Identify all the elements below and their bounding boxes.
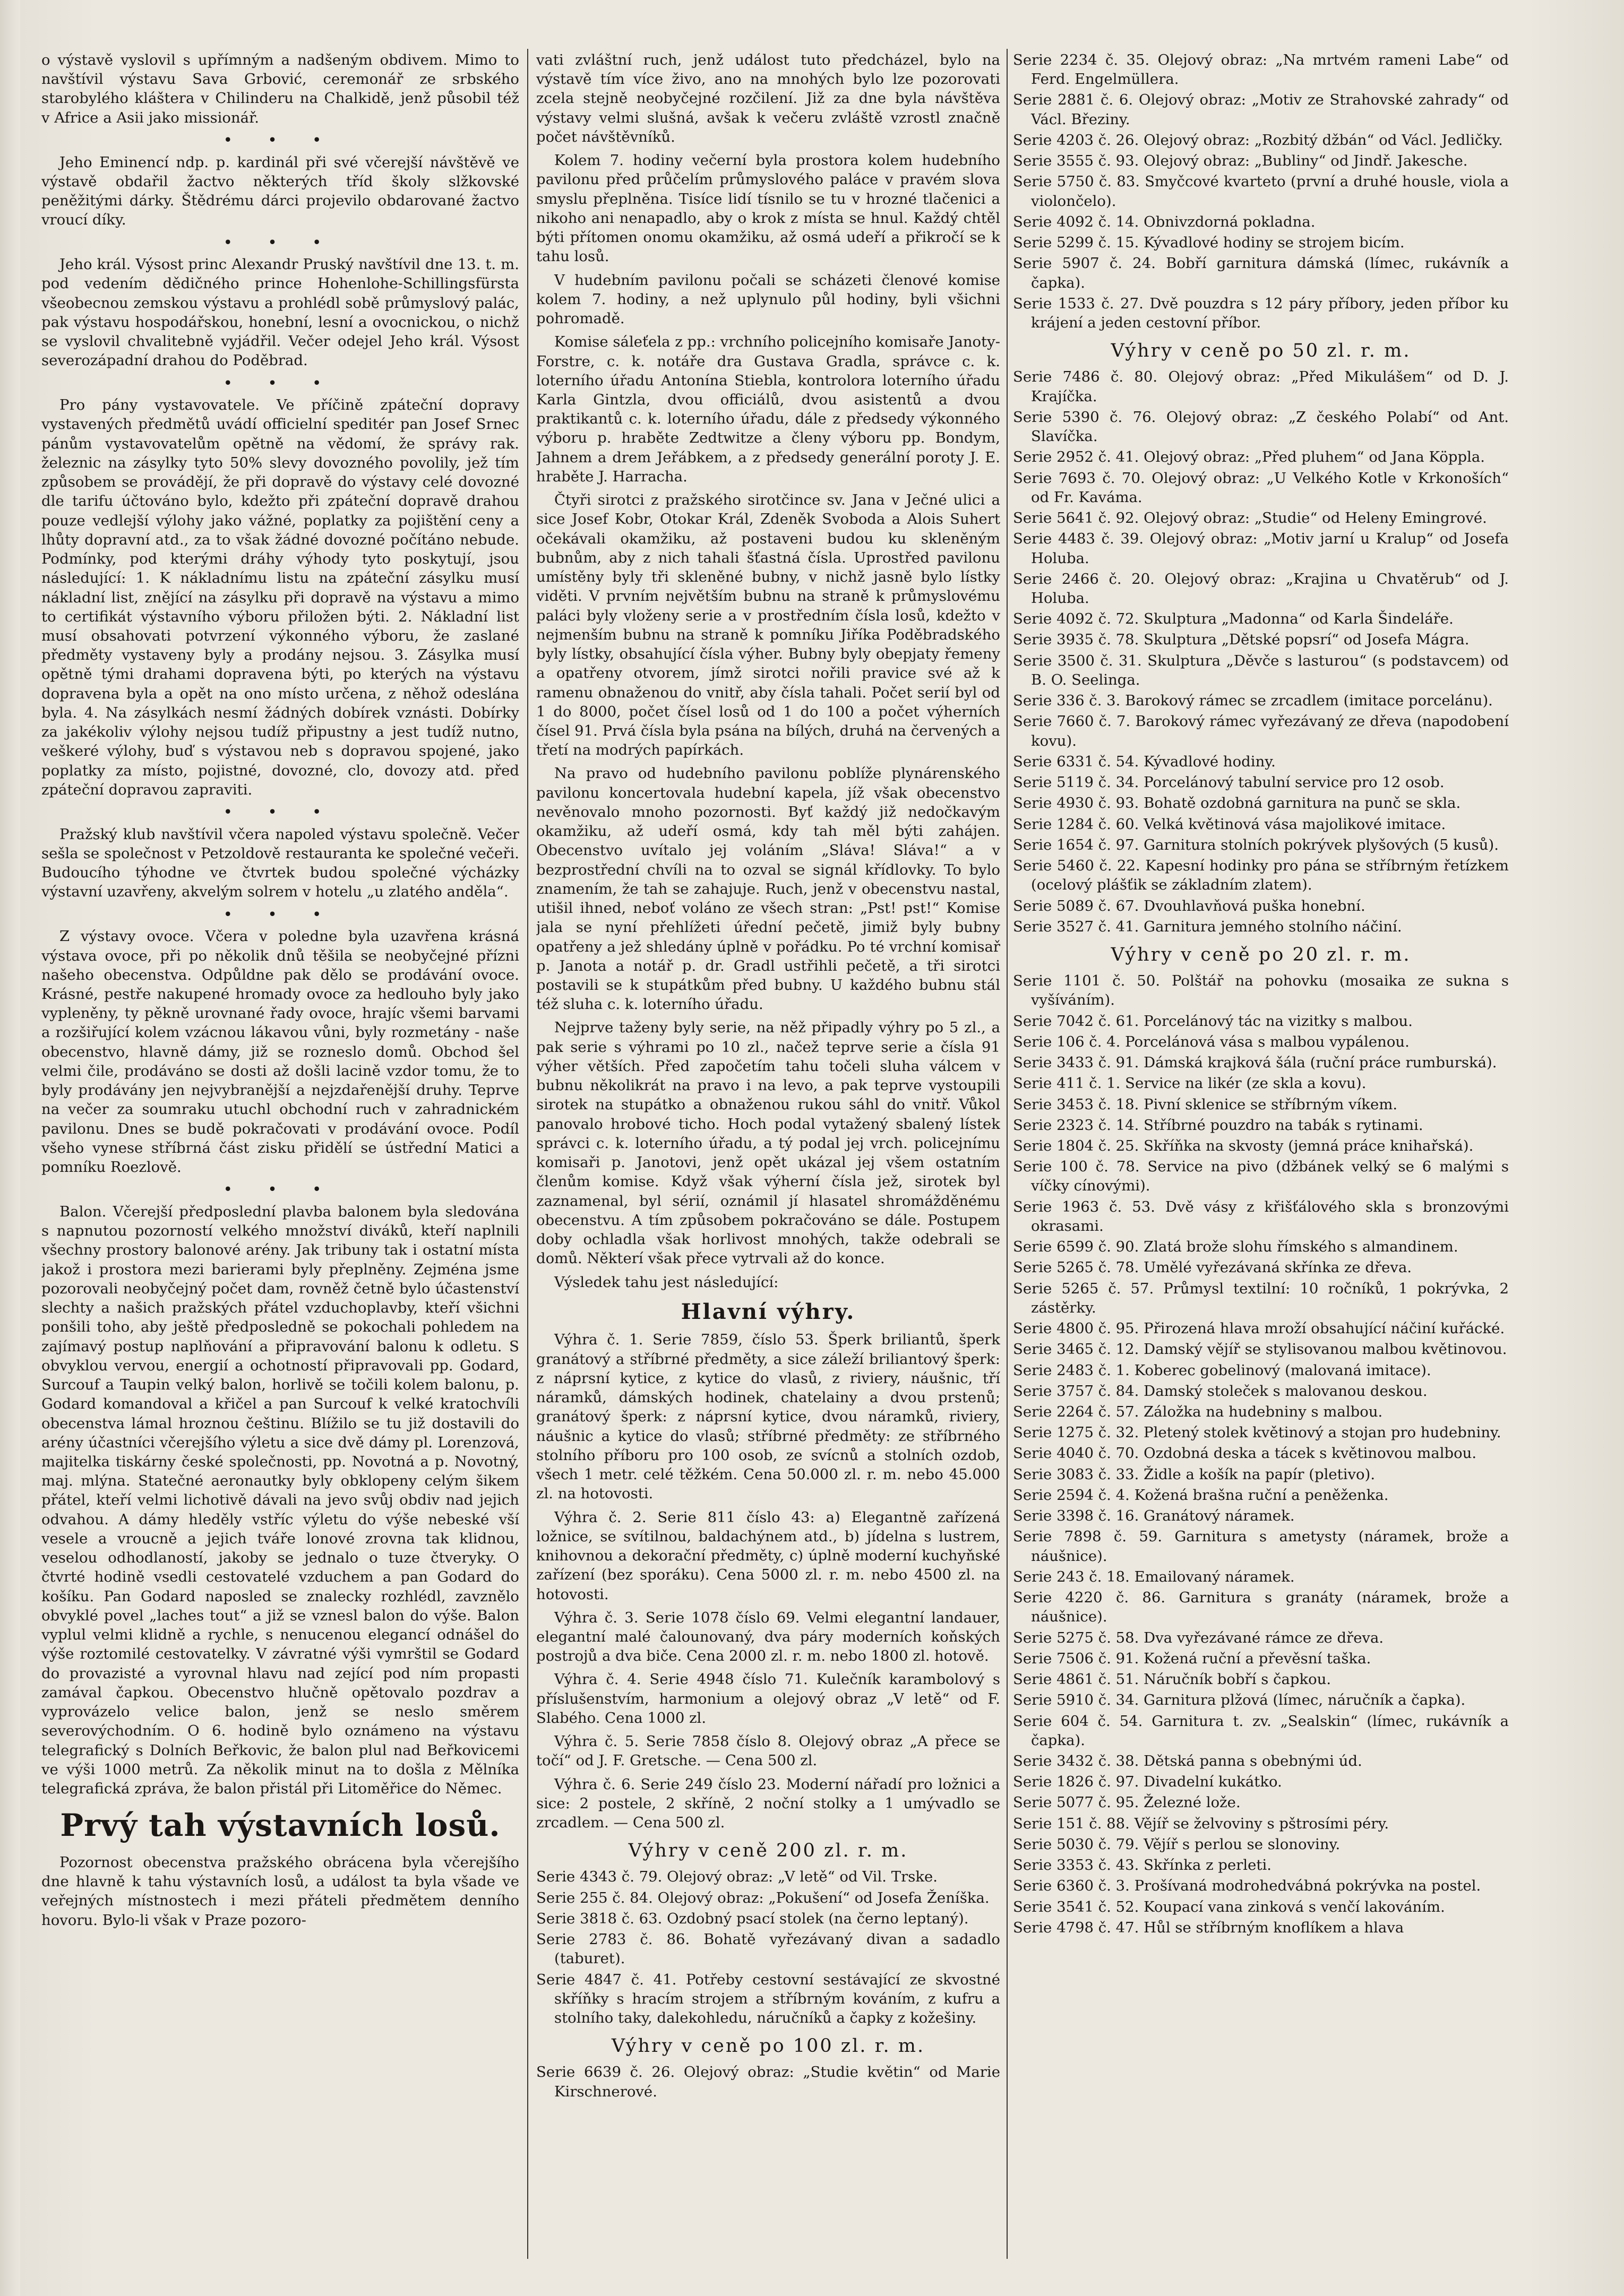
- prize-line: Serie 5265 č. 78. Umělé vyřezávaná skřínka ze dřeva.: [1013, 1259, 1412, 1276]
- paragraph: Komise sáleťela z pp.: vrchního policejního komisaře Janoty-Forstre, c. k. notáře dra Gustava Gradla, správce c. k. loterního úřadu Antonína Stiebla, kontrolora loterního úřadu Karla Gintzla, dvou officiálů, dvou asistentů a dvou praktikantů c. k. loterního úřadu, dále z předsedy výkonného výboru p. hraběte Zedtwitze a členy výboru pp. Bondym, Jahnem a drem Jeřábkem, a z předsedy generální poroty J. E. hraběte J. Harracha.: [536, 333, 1000, 485]
- paragraph: Pozornost obecenstva pražského obrácena byla včerejšího dne hlavně k tahu výstavních losů, a událost ta byla všade ve veřejných místnostech i mezi přáteli předmětem denního hovoru. Bylo-li však v Praze pozoro-: [41, 1853, 519, 1929]
- prize-line: Serie 5077 č. 95. Železné lože.: [1013, 1794, 1241, 1811]
- prize-line: Serie 3465 č. 12. Damský vějíř se stylisovanou malbou květinovou.: [1013, 1341, 1507, 1358]
- prize-line: Serie 6331 č. 54. Kývadlové hodiny.: [1013, 753, 1276, 770]
- main-prizes-heading: Hlavní výhry.: [681, 1299, 856, 1324]
- prize-entry: Výhra č. 1. Serie 7859, číslo 53. Šperk briliantů, šperk granátový a stříbrné předměty, a sice záleží briliantový šperk: z náprsní kytice, z kytice do vlasů, z riviery, náušnic, tří náramků, dámských hodinek, chatelainy a dvou prstenů; granátový šperk: z náprsní kytice, dvou náramků, riviery, náušnic a kytice do vlasů; stříbrné předměty: ze stříbrného stolního příboru pro 100 osob, ze svícnů a stolních ozdob, všech 1 metr. celé těžkém. Cena 50.000 zl. r. m. nebo 45.000 zl. na hotovosti.: [536, 1331, 1000, 1503]
- prize-line: Serie 4483 č. 39. Olejový obraz: „Motiv jarní u Kralup“ od Josefa Holuba.: [1013, 530, 1509, 567]
- prize-line: Serie 151 č. 88. Vějíř se želvoviny s pštrosími péry.: [1013, 1815, 1389, 1832]
- prize-line: Serie 3433 č. 91. Dámská krajková šála (ruční práce rumburská).: [1013, 1054, 1497, 1072]
- prize-line: Serie 3541 č. 52. Koupací vana zinková s venčí lakováním.: [1013, 1898, 1445, 1915]
- prize-line: Serie 6599 č. 90. Zlatá brože slohu římského s almandinem.: [1013, 1238, 1458, 1256]
- prize-entry: Výhra č. 5. Serie 7858 číslo 8. Olejový obraz „A přece se točí“ od J. F. Gretsche. — Cena 500 zl.: [536, 1733, 1000, 1770]
- prize-line: Serie 4343 č. 79. Olejový obraz: „V letě“ od Vil. Trske.: [536, 1868, 938, 1886]
- paragraph: Nejprve taženy byly serie, na něž připadly výhry po 5 zl., a pak serie s výhrami po 10 zl., načež teprve serie a čísla 91 výher větších. Před započetím tahu točeli sluha válcem v bubnu několikrát na pravo i na levo, a pak teprve vystoupili sirotek na stupátko a obnaženou rukou sáhl do vnitř. Vůkol panovalo hrobové ticho. Hoch podal vytažený sbalený lístek správci c. k. loterního úřadu, a tý podal jej vrch. policejnímu komisaři p. Janotovi, jenž opět ukázal jej všem ostatním členům komise. Když však výherní čísla jež, sirotek byl zaznamenal, byl sérií, oznámil jí hlasatel shromážděnému obecenstvu. A tím způsobem pokračováno se dále. Postupem doby ochladla však horlivost mnohých, takže odebrali se domů. Některí však přece vytrvali až do konce.: [536, 1019, 1000, 1267]
- prize-line: Serie 1804 č. 25. Skříňka na skvosty (jemná práce knihařská).: [1013, 1137, 1474, 1154]
- prize-line: Serie 4203 č. 26. Olejový obraz: „Rozbitý džbán“ od Václ. Jedličky.: [1013, 131, 1503, 149]
- prize-line: Serie 5641 č. 92. Olejový obraz: „Studie“ od Heleny Emingrové.: [1013, 510, 1487, 527]
- prize-line: Serie 4092 č. 14. Obnivzdorná pokladna.: [1013, 213, 1316, 230]
- prize-line: Serie 3432 č. 38. Dětská panna s obebnými úd.: [1013, 1753, 1362, 1770]
- paragraph: Kolem 7. hodiny večerní byla prostora kolem hudebního pavilonu před průčelím průmyslového paláce v pravém slova smyslu přeplněna. Tisíce lidí tísnilo se tu v hrozné tlačenici a nikoho ani nenapadlo, aby o krok z místa se hnul. Každý chtěl býti přítomen onomu okamžiku, až osmá udeří a přikročí se k tahu losů.: [536, 152, 1000, 265]
- prize-tier-heading: Výhry v ceně po 100 zl. r. m.: [611, 2035, 925, 2057]
- prize-line: Serie 5265 č. 57. Průmysl textilní: 10 ročníků, 1 pokrývka, 2 zástěrky.: [1013, 1280, 1509, 1316]
- paragraph: Balon. Včerejší předposlední plavba balonem byla sledována s napnutou pozorností velkého množství diváků, kteří naplnili všechny prostory balonové arény. Jak tribuny tak i ostatní místa jakož i prostora mezi barierami byly přeplněny. Zejména jsme pozorovali neobyčejný počet dam, rovněž četně bylo účastenství slechty a našich pražských přátel vzduchoplavby, kteří všichni ponšili toho, aby ještě předposledně se pokochali pohledem na zajímavý postup naplňování a připravování balonu k odletu. S obvyklou vervou, energií a ochotností připravovali pp. Godard, Surcouf a Taupin velký balon, horlivě se točili kolem balonu, p. Godard komandoval a křičel a pan Surcouf k velké kratochvíli obecenstva lámal hroznou češtinu. Blížilo se tu již dostavili do arény účastníci včerejšího výletu a sice dvě dámy pl. Lorenzová, majitelka tiskárny české společnosti, pp. Novotná a p. Novotný, maj. mlýna. Statečné aeronautky byly obklopeny celým šikem přátel, kteří velmi lichotivě dávali na jevo svůj obdiv nad jejich odvahou. A dámy hleděly vstříc výletu do výše nebeské vší vesele a vroucně a jejich tváře lonové zrovna tak klidnou, veselou odhodlaností, jakoby se jednalo o tuze čtveryky. O čtvrté hodině vsedli cestovatelé vzduchem a pan Godard do košíku. Pan Godard naposled se znalecky rozhlédl, zavznělo obvyklé povel „laches tout“ a již se vznesl balon do výše. Balon vyplul velmi klidně a rychle, s nenucenou elegancí odnášel do výše roztomilé cestovatelky. V závratné výši vymrštil se Godard do provazisté a vyrovnal hlavu nad zející pod ním propasti zamával čapkou. Obecenstvo hlučně opětovalo pozdrav a vyprovázelo velice balon, jenž se neslo směrem severovýchodním. O 6. hodině bylo oznámeno na výstavu telegrafický s Dolních Beřkovic, že balon plul nad Beřkovicemi ve výši 1000 metrů. Za několik minut na to došla z Mělníka telegrafická zpráva, že balon přistál při Litoměřice do Němec.: [41, 1203, 519, 1797]
- prize-line: Serie 2594 č. 4. Kožená brašna ruční a peněženka.: [1013, 1486, 1389, 1504]
- prize-line: Serie 7486 č. 80. Olejový obraz: „Před Mikulášem“ od D. J. Krajíčka.: [1013, 368, 1509, 405]
- prize-line: Serie 106 č. 4. Porcelánová vása s malbou vypálenou.: [1013, 1033, 1410, 1050]
- prize-line: Serie 1275 č. 32. Pletený stolek květinový a stojan pro hudebniny.: [1013, 1424, 1501, 1442]
- prize-line: Serie 2881 č. 6. Olejový obraz: „Motiv ze Strahovské zahrady“ od Václ. Březiny.: [1013, 91, 1509, 128]
- paragraph: Z výstavy ovoce. Včera v poledne byla uzavřena krásná výstava ovoce, při po několik dnů těšila se neobyčejné přízni našeho obecenstva. Odpůldne pak dělo se prodávání ovoce. Krásné, pestře nakupené hromady ovoce za hedlouho byly jako vypleněny, ty pěkně urovnané řady ovoce, hrajíc všemi barvami a rozšiřující kolem vzácnou lákavou vůni, byly rozmetány - naše obecenstvo, hlavně dámy, již se rozneslo domů. Obchod šel velmi čile, prodáváno se dosti až došli lacině vzdor tomu, že to byly prodávány jen nejvybranější a nejzdařenější druhy. Teprve na večer za soumraku utuchl obchodní ruch v zahradnickém pavilonu. Dnes se budě pokračovati v prodávání ovoce. Podíl všeho vynese stříbrná část zisku přidělí se ústřední Matici a pomníku Roezlově.: [41, 928, 519, 1176]
- prize-line: Serie 3083 č. 33. Židle a košík na papír (pletivo).: [1013, 1465, 1376, 1483]
- prize-line: Serie 3453 č. 18. Pivní sklenice se stříbrným víkem.: [1013, 1095, 1398, 1113]
- prize-line: Serie 5907 č. 24. Bobří garnitura dámská (límec, rukávník a čapka).: [1013, 255, 1509, 291]
- separator: • • •: [224, 132, 337, 148]
- prize-line: Serie 4798 č. 47. Hůl se stříbrným knoflíkem a hlava: [1013, 1919, 1404, 1936]
- page-edge: [0, 0, 20, 2296]
- prize-line: Serie 411 č. 1. Service na likér (ze skla a kovu).: [1013, 1075, 1367, 1092]
- prize-line: Serie 3818 č. 63. Ozdobný psací stolek (na černo leptaný).: [536, 1910, 969, 1927]
- prize-line: Serie 1101 č. 50. Polštář na pohovku (mosaika ze sukna s vyšíváním).: [1013, 972, 1509, 1009]
- prize-line: Serie 3527 č. 41. Garnitura jemného stolního náčiní.: [1013, 918, 1402, 935]
- prize-line: Serie 4220 č. 86. Garnitura s granáty (náramek, brože a náušnice).: [1013, 1589, 1509, 1626]
- prize-tier-heading: Výhry v ceně 200 zl. r. m.: [628, 1840, 908, 1862]
- prize-line: Serie 7042 č. 61. Porcelánový tác na vizitky s malbou.: [1013, 1012, 1413, 1030]
- prize-line: Serie 2234 č. 35. Olejový obraz: „Na mrtvém rameni Labe“ od Ferd. Engelmüllera.: [1013, 51, 1509, 88]
- prize-line: Serie 4847 č. 41. Potřeby cestovní sestávající ze skvostné skříňky s hracím strojem a stříbrným kováním, z kufru a stolního taky, dalekohledu, náručníků a čapky z kožešiny.: [536, 1971, 1000, 2027]
- prize-line: Serie 2323 č. 14. Stříbrné pouzdro na tabák s rytinami.: [1013, 1116, 1423, 1134]
- paragraph: Jeho Eminencí ndp. p. kardinál při své včerejší návštěvě ve výstavě obdařil žactvo některých tříd školy slžkovské peněžitými dárky. Štědrému dárci projevilo obdarované žactvo vroucí díky.: [41, 153, 519, 229]
- column-1: [41, 50, 519, 2254]
- prize-line: Serie 4930 č. 93. Bohatě ozdobná garnitura na punč se skla.: [1013, 795, 1461, 812]
- prize-list: [1013, 50, 1509, 332]
- prize-line: Serie 1533 č. 27. Dvě pouzdra s 12 páry příbory, jeden příbor ku krájení a jeden cestovní příbor.: [1013, 295, 1509, 332]
- prize-line: Serie 2783 č. 86. Bohatě vyřezávaný divan a sadadlo (taburet).: [536, 1931, 1000, 1967]
- prize-line: Serie 4092 č. 72. Skulptura „Madonna“ od Karla Šindeláře.: [1013, 610, 1454, 628]
- prize-line: Serie 7506 č. 91. Kožená ruční a převěsní taška.: [1013, 1650, 1371, 1667]
- prize-line: Serie 4800 č. 95. Přirozená hlava mroží obsahující náčiní kuřácké.: [1013, 1320, 1505, 1337]
- prize-line: Serie 100 č. 78. Service na pivo (džbánek velký se 6 malými s víčky cínovými).: [1013, 1158, 1509, 1195]
- prize-line: Serie 1963 č. 53. Dvě vásy z křišťálového skla s bronzovými okrasami.: [1013, 1198, 1509, 1235]
- prize-line: Serie 243 č. 18. Emailovaný náramek.: [1013, 1568, 1295, 1585]
- paragraph: Na pravo od hudebního pavilonu poblíže plynárenského pavilonu koncertovala hudební kapela, jíž však obecenstvo nevěnovalo mnoho pozornosti. Byť každý již nedočkavým okamžiku, až udeří osmá, kdy tah měl býti zahájen. Obecenstvo uvítalo jej voláním „Sláva! Sláva!“ a v bezprostřední chvíli na to ozval se signál křídlovky. To bylo znamením, že tah se zahajuje. Ruch, jenž v obecenstvu nastal, utišil ihned, neboť voláno ze všech stran: „Pst! pst!“ Komise jala se nyní přehlížeti úřední pečetě, jimiž byly bubny opatřeny a jež shledány úplně v pořádku. Po té vrchní komisař p. Janota a notář p. dr. Gradl ustřihli pečetě, a tři sirotci postavili se k stupátkům před bubny. U každého bubnu stál též sluha c. k. loterního úřadu.: [536, 765, 1000, 1013]
- prize-entry: Výhra č. 4. Serie 4948 číslo 71. Kulečník karambolový s příslušenstvím, harmonium a olejový obraz „V letě“ od F. Slabého. Cena 1000 zl.: [536, 1671, 1000, 1727]
- prize-line: Serie 3935 č. 78. Skulptura „Dětské popsrí“ od Josefa Mágra.: [1013, 631, 1470, 649]
- prize-line: Serie 5910 č. 34. Garnitura plžová (límec, náručník a čapka).: [1013, 1691, 1466, 1709]
- paragraph: Pražský klub navštívil včera napoled výstavu společně. Večer sešla se společnost v Petzoldově restauranta ke společné večeři. Budoucího týhodne ve čtvrtek budou společné výcházky výstavní uzavřeny, akvelým solrem v hotelu „u zlatého anděla“.: [41, 825, 519, 901]
- separator: • • •: [224, 804, 337, 820]
- paragraph: Jeho král. Výsost princ Alexandr Pruský navštívil dne 13. t. m. pod vedením dědičného prince Hohenlohe-Schillingsfürsta všeobecnou zemskou výstavu a prohlédl sobě průmyslový palác, pak výstavu hospodářskou, honební, lesní a ovocnickou, o nichž se vyslovil chvalitebně vyjádřil. Večer odejel Jeho král. Výsost severozápadní drahou do Poděbrad.: [41, 256, 519, 369]
- paragraph: Výsledek tahu jest následující:: [554, 1273, 779, 1291]
- paragraph: Pro pány vystavovatele. Ve příčině zpáteční dopravy vystavených předmětů uvádí officielní speditér pan Josef Srnec pánům vystavovatelům opětně na vědomí, že správy rak. železnic na zásylky tyto 50% slevy dovozného povolily, jež tím způsobem se provádějí, že při dopravě do výstavy celé dovozné dle tarifu účtováno bylo, kdežto při zpáteční dopravě drahou pouze vedlejší výlohy jako vážné, poplatky za pojištění ceny a lhůty dopravní atd., za to však žádné dovozné počítáno nebude. Podmínky, pod kterými dráhy výhody tyto poskytují, jsou následující: 1. K nákladnímu listu na zpáteční zásylku musí nákladní list, znějící na zásylku při dopravě na výstavu a mimo to certifikát výstavního výboru přiložen býti. 2. Nákladní list musí obsahovati potvrzení výkonného výboru, že zaslané předměty vystaveny byly a prodány nejsou. 3. Zásylka musí opětně tými drahami dopravena býti, po kterých na výstavu dopravena byla a opět na ono místo určena, z něhož odeslána byla. 4. Na zásylkách nesmí žádných dobírek vznásti. Dobírky za jakékoliv výlohy nejsou tudíž připustny a jest tudíž nutno, veškeré výlohy, buď s výstavou neb s dopravou spojené, jako poplatky za místo, pojistné, dovozné, clo, dovozy atd. před zpáteční dopravou zapraviti.: [41, 396, 519, 798]
- column-rule: [527, 49, 528, 2259]
- prize-line: Serie 7898 č. 59. Garnitura s ametysty (náramek, brože a náušnice).: [1013, 1528, 1509, 1565]
- prize-list: [1013, 367, 1509, 936]
- prize-line: Serie 3500 č. 31. Skulptura „Děvče s lasturou“ (s podstavcem) od B. O. Seelinga.: [1013, 652, 1509, 688]
- prize-line: Serie 4861 č. 51. Náručník bobří s čapkou.: [1013, 1671, 1331, 1688]
- prize-line: Serie 3555 č. 93. Olejový obraz: „Bubliny“ od Jindř. Jakesche.: [1013, 152, 1468, 170]
- prize-line: Serie 5275 č. 58. Dva vyřezávané rámce ze dřeva.: [1013, 1629, 1384, 1646]
- prize-line: Serie 5089 č. 67. Dvouhlavňová puška honební.: [1013, 897, 1365, 914]
- prize-line: Serie 5299 č. 15. Kývadlové hodiny se strojem bicím.: [1013, 234, 1405, 252]
- separator: • • •: [224, 375, 337, 391]
- prize-line: Serie 2466 č. 20. Olejový obraz: „Krajina u Chvatěrub“ od J. Holuba.: [1013, 570, 1509, 607]
- prize-entry: Výhra č. 2. Serie 811 číslo 43: a) Elegantně zařízená ložnice, se svítilnou, baldachýnem atd., b) jídelna s lustrem, knihovnou a dekorační předměty, c) úplně moderní kuchyňské zařízení (bez sporáku). Cena 5000 zl. r. m. nebo 4500 zl. na hotovosti.: [536, 1508, 1000, 1603]
- prize-entry: Výhra č. 6. Serie 249 číslo 23. Moderní nářadí pro ložnici a sice: 2 postele, 2 skříně, 2 noční stolky a 1 umývadlo se zrcadlem. — Cena 500 zl.: [536, 1775, 1000, 1832]
- separator: • • •: [224, 906, 337, 922]
- prize-line: Serie 7660 č. 7. Barokový rámec vyřezávaný ze dřeva (napodobení kovu).: [1013, 713, 1509, 749]
- prize-line: Serie 255 č. 84. Olejový obraz: „Pokušení“ od Josefa Ženíška.: [536, 1889, 990, 1906]
- column-rule: [1007, 49, 1008, 2259]
- paragraph: Čtyři sirotci z pražského sirotčince sv. Jana v Ječné ulici a sice Josef Kobr, Otokar Král, Zdeněk Svoboda a Alois Suhert očekávali okamžiku, až postaveni budou ku skleněným bubnům, aby z nich tahali šťastná čísla. Uprostřed pavilonu umístěny byly tři skleněné bubny, v nichž jasně bylo lístky viděti. V prvním největším bubnu na straně k průmyslovému paláci byly vloženy serie a v prostředním čísla losů, kdežto v nejmenším bubnu na straně k pomníku Jiříka Poděbradského byly lístky, obsahující čísla výher. Bubny byly obepjaty řemeny a opatřeny otvorem, jímž sirotci nořili pravice své až k ramenu obnaženou do vnitř, aby čísla tahali. Počet serií byl od 1 do 8000, počet čísel losů od 1 do 100 a počet výherních čísel 91. Prvá čísla byla psána na bílých, druhá na červených a třetí na modrých papírkách.: [536, 491, 1000, 759]
- separator: • • •: [224, 1181, 337, 1197]
- prize-line: Serie 2483 č. 1. Koberec gobelinový (malovaná imitace).: [1013, 1361, 1431, 1379]
- prize-line: Serie 3398 č. 16. Granátový náramek.: [1013, 1507, 1295, 1525]
- paragraph: o výstavě vyslovil s upřímným a nadšeným obdivem. Mimo to navštívil výstavu Sava Grbović, ceremonář ze srbského starobylého kláštera v Chilinderu na Chalkidě, jenž působil též v Africe a Asii jako missionář.: [41, 51, 519, 126]
- prize-line: Serie 1284 č. 60. Velká květinová vása majolikové imitace.: [1013, 815, 1446, 833]
- prize-line: Serie 5460 č. 22. Kapesní hodinky pro pána se stříbrným řetízkem (ocelový plášťik se základním zlatem).: [1013, 857, 1509, 894]
- prize-entry: Výhra č. 3. Serie 1078 číslo 69. Velmi elegantní landauer, elegantní malé čalounovaný, dva páry moderních koňských postrojů a dva biče. Cena 2000 zl. r. m. nebo 1800 zl. hotově.: [536, 1609, 1000, 1665]
- column-3: [1013, 50, 1509, 2254]
- prize-line: Serie 336 č. 3. Barokový rámec se zrcadlem (imitace porcelánu).: [1013, 692, 1493, 710]
- prize-line: Serie 4040 č. 70. Ozdobná deska a tácek s květinovou malbou.: [1013, 1445, 1477, 1462]
- prize-line: Serie 5750 č. 83. Smyčcové kvarteto (první a druhé housle, viola a violončelo).: [1013, 173, 1509, 210]
- prize-line: Serie 1654 č. 97. Garnitura stolních pokrývek plyšových (5 kusů).: [1013, 836, 1499, 853]
- prize-line: Serie 5390 č. 76. Olejový obraz: „Z českého Polabí“ od Ant. Slavíčka.: [1013, 408, 1509, 445]
- prize-line: Serie 5030 č. 79. Vějíř s perlou se slonoviny.: [1013, 1835, 1341, 1853]
- prize-line: Serie 3757 č. 84. Damský stoleček s malovanou deskou.: [1013, 1382, 1428, 1400]
- prize-line: Serie 1826 č. 97. Divadelní kukátko.: [1013, 1773, 1282, 1791]
- prize-line: Serie 7693 č. 70. Olejový obraz: „U Velkého Kotle v Krkonoších“ od Fr. Kaváma.: [1013, 469, 1509, 506]
- section-heading: Prvý tah výstavních losů.: [60, 1807, 501, 1844]
- prize-line: Serie 3353 č. 43. Skřínka z perleti.: [1013, 1857, 1272, 1874]
- paragraph: vati zvláštní ruch, jenž událost tuto předcházel, bylo na výstavě tím více živo, ano na mnohých bylo lze pozorovati zcela stejně neobyčejné rozčilení. Již za dne byla návštěva výstavy velmi slušná, avšak k večeru zvláště vzrostl značně počet návštěvníků.: [536, 51, 1000, 145]
- prize-line: Serie 2952 č. 41. Olejový obraz: „Před pluhem“ od Jana Köppla.: [1013, 448, 1485, 466]
- paragraph: V hudebním pavilonu počali se scházeti členové komise kolem 7. hodiny, a než uplynulo půl hodiny, byli všichni pohromadě.: [536, 271, 1000, 327]
- column-2: [536, 50, 1000, 2254]
- prize-line: Serie 604 č. 54. Garnitura t. zv. „Sealskin“ (límec, rukávník a čapka).: [1013, 1712, 1509, 1749]
- prize-line: Serie 6360 č. 3. Prošívaná modrohedvábná pokrývka na postel.: [1013, 1877, 1481, 1895]
- prize-tier-heading: Výhry v ceně po 50 zl. r. m.: [1111, 340, 1411, 362]
- separator: • • •: [224, 234, 337, 250]
- prize-list: [1013, 971, 1509, 1937]
- prize-line: Serie 5119 č. 34. Porcelánový tabulní service pro 12 osob.: [1013, 774, 1445, 791]
- prize-tier-heading: Výhry v ceně po 20 zl. r. m.: [1111, 944, 1411, 965]
- prize-line: Serie 2264 č. 57. Záložka na hudebniny s malbou.: [1013, 1403, 1383, 1421]
- prize-line: Serie 6639 č. 26. Olejový obraz: „Studie květin“ od Marie Kirschnerové.: [536, 2064, 1000, 2100]
